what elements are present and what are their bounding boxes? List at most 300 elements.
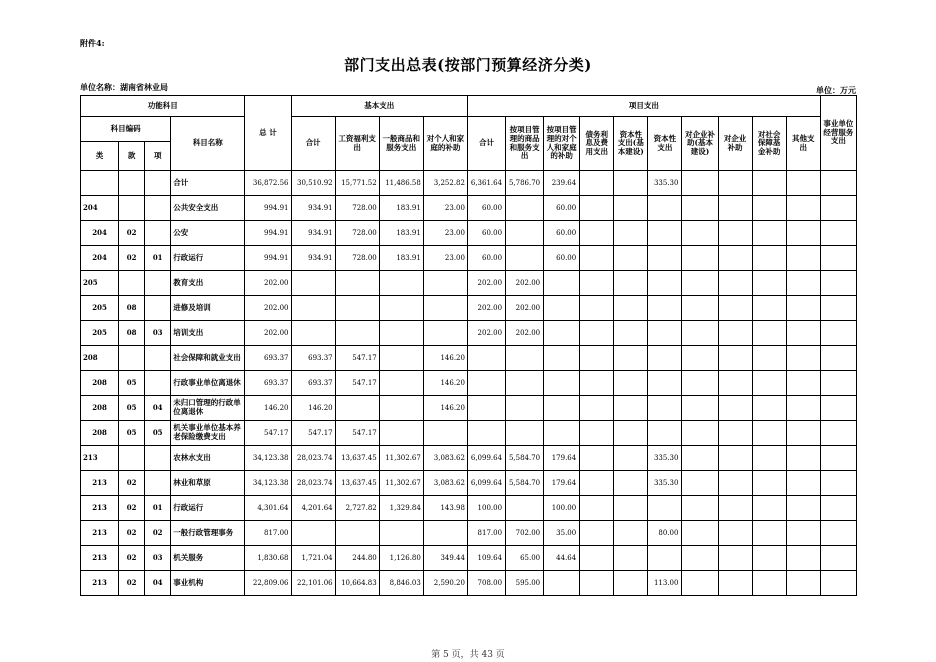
table-row — [81, 521, 857, 546]
cell-subject-name: 机关服务 — [171, 546, 245, 571]
cell-value — [718, 421, 752, 446]
cell-value: 60.00 — [467, 196, 505, 221]
cell-xiang: 05 — [145, 421, 171, 446]
cell-value — [752, 546, 786, 571]
cell-value: 179.64 — [544, 471, 580, 496]
header-xiang: 项 — [145, 142, 171, 171]
header-project-col: 债务利息及费用支出 — [580, 117, 614, 171]
cell-value — [786, 421, 820, 446]
cell-value — [786, 521, 820, 546]
cell-value: 693.37 — [245, 346, 291, 371]
cell-value: 202.00 — [506, 321, 544, 346]
cell-subject-name: 行政运行 — [171, 496, 245, 521]
cell-kuan: 02 — [119, 521, 145, 546]
cell-value — [752, 496, 786, 521]
cell-value — [379, 371, 423, 396]
cell-value — [614, 371, 648, 396]
cell-value — [752, 346, 786, 371]
cell-value: 4,301.64 — [245, 496, 291, 521]
cell-value — [335, 521, 379, 546]
header-enterprise: 事业单位经营服务支出 — [820, 96, 856, 171]
cell-kuan — [119, 271, 145, 296]
cell-kuan: 02 — [119, 246, 145, 271]
cell-kuan: 02 — [119, 571, 145, 596]
cell-lei: 213 — [81, 446, 119, 471]
cell-value — [648, 221, 682, 246]
cell-value — [614, 396, 648, 421]
cell-value — [580, 171, 614, 196]
cell-value: 28,023.74 — [291, 446, 335, 471]
cell-value — [379, 521, 423, 546]
cell-value: 202.00 — [245, 296, 291, 321]
cell-value: 934.91 — [291, 246, 335, 271]
attachment-label: 附件4: — [80, 38, 105, 48]
header-project: 项目支出 — [467, 96, 820, 117]
cell-value: 547.17 — [291, 421, 335, 446]
cell-kuan: 02 — [119, 546, 145, 571]
cell-value — [820, 221, 856, 246]
cell-value: 23.00 — [423, 196, 467, 221]
cell-value: 934.91 — [291, 196, 335, 221]
cell-subject-name: 机关事业单位基本养老保险缴费支出 — [171, 421, 245, 446]
cell-value: 728.00 — [335, 196, 379, 221]
cell-value — [718, 271, 752, 296]
cell-subject-name: 社会保障和就业支出 — [171, 346, 245, 371]
cell-value — [786, 471, 820, 496]
cell-value — [718, 521, 752, 546]
cell-value — [614, 271, 648, 296]
cell-subject-name: 行政事业单位离退休 — [171, 371, 245, 396]
cell-value: 728.00 — [335, 221, 379, 246]
cell-value: 6,099.64 — [467, 446, 505, 471]
cell-value — [752, 421, 786, 446]
cell-value — [379, 321, 423, 346]
unit-name: 单位名称：湖南省林业局 — [80, 82, 168, 92]
cell-value — [506, 496, 544, 521]
cell-value — [580, 296, 614, 321]
cell-value — [820, 496, 856, 521]
cell-value: 183.91 — [379, 196, 423, 221]
cell-xiang: 02 — [145, 521, 171, 546]
header-project-col: 资本性支出(基本建设) — [614, 117, 648, 171]
cell-value: 22,809.06 — [245, 571, 291, 596]
cell-xiang — [145, 296, 171, 321]
cell-value — [786, 346, 820, 371]
header-kuan: 款 — [119, 142, 145, 171]
cell-value — [544, 396, 580, 421]
cell-value: 13,637.45 — [335, 446, 379, 471]
cell-value: 1,830.68 — [245, 546, 291, 571]
cell-value — [467, 346, 505, 371]
cell-subject-name: 培训支出 — [171, 321, 245, 346]
cell-value — [682, 221, 718, 246]
table-row — [81, 446, 857, 471]
cell-value — [718, 496, 752, 521]
cell-value — [820, 346, 856, 371]
cell-value: 60.00 — [467, 221, 505, 246]
cell-value — [718, 371, 752, 396]
cell-value — [682, 471, 718, 496]
cell-value — [614, 296, 648, 321]
cell-subject-name: 教育支出 — [171, 271, 245, 296]
cell-value — [544, 296, 580, 321]
cell-value — [648, 296, 682, 321]
header-project-col: 对企业补助 — [718, 117, 752, 171]
cell-value: 693.37 — [245, 371, 291, 396]
cell-value — [718, 296, 752, 321]
cell-value: 65.00 — [506, 546, 544, 571]
cell-value — [335, 396, 379, 421]
cell-value: 30,510.92 — [291, 171, 335, 196]
cell-value: 2,727.82 — [335, 496, 379, 521]
cell-value — [682, 371, 718, 396]
cell-value — [335, 321, 379, 346]
cell-subject-name: 公共安全支出 — [171, 196, 245, 221]
header-func-subject: 功能科目 — [81, 96, 245, 117]
cell-value — [820, 271, 856, 296]
cell-value — [648, 496, 682, 521]
cell-value — [614, 421, 648, 446]
cell-value — [786, 371, 820, 396]
cell-value — [718, 346, 752, 371]
cell-value — [506, 396, 544, 421]
header-basic-col: 对个人和家庭的补助 — [423, 117, 467, 171]
cell-value — [752, 446, 786, 471]
cell-subject-name: 林业和草原 — [171, 471, 245, 496]
table-row — [81, 271, 857, 296]
cell-value: 6,099.64 — [467, 471, 505, 496]
cell-value — [820, 446, 856, 471]
cell-xiang — [145, 221, 171, 246]
cell-value: 109.64 — [467, 546, 505, 571]
cell-value: 60.00 — [544, 246, 580, 271]
cell-value: 183.91 — [379, 221, 423, 246]
cell-value — [544, 321, 580, 346]
cell-value: 547.17 — [335, 346, 379, 371]
cell-value: 693.37 — [291, 371, 335, 396]
header-basic-col: 一般商品和服务支出 — [379, 117, 423, 171]
cell-value — [786, 171, 820, 196]
cell-value: 34,123.38 — [245, 471, 291, 496]
cell-value — [682, 571, 718, 596]
cell-value — [682, 446, 718, 471]
cell-value: 708.00 — [467, 571, 505, 596]
cell-value: 3,252.82 — [423, 171, 467, 196]
cell-value — [580, 496, 614, 521]
cell-value — [752, 471, 786, 496]
cell-value: 22,101.06 — [291, 571, 335, 596]
header-basic-col: 工资福利支出 — [335, 117, 379, 171]
cell-xiang — [145, 471, 171, 496]
cell-value — [718, 196, 752, 221]
cell-value — [580, 196, 614, 221]
cell-lei — [81, 171, 119, 196]
cell-value: 146.20 — [423, 371, 467, 396]
cell-value: 202.00 — [506, 271, 544, 296]
cell-value — [379, 296, 423, 321]
cell-value — [335, 271, 379, 296]
cell-value — [580, 521, 614, 546]
cell-value: 202.00 — [467, 321, 505, 346]
cell-value — [467, 371, 505, 396]
cell-subject-name: 一般行政管理事务 — [171, 521, 245, 546]
cell-value — [682, 271, 718, 296]
cell-value — [820, 571, 856, 596]
cell-value — [718, 546, 752, 571]
cell-value — [718, 221, 752, 246]
cell-value — [467, 396, 505, 421]
cell-kuan: 05 — [119, 396, 145, 421]
cell-value — [614, 471, 648, 496]
header-project-col: 资本性支出 — [648, 117, 682, 171]
cell-value — [682, 496, 718, 521]
cell-value — [718, 171, 752, 196]
cell-xiang — [145, 196, 171, 221]
cell-value — [752, 396, 786, 421]
cell-value — [580, 446, 614, 471]
cell-value: 10,664.83 — [335, 571, 379, 596]
cell-value — [820, 196, 856, 221]
cell-lei: 213 — [81, 546, 119, 571]
cell-value: 4,201.64 — [291, 496, 335, 521]
cell-value: 202.00 — [506, 296, 544, 321]
cell-value — [580, 546, 614, 571]
cell-value: 23.00 — [423, 246, 467, 271]
cell-value: 100.00 — [467, 496, 505, 521]
cell-xiang: 03 — [145, 546, 171, 571]
cell-value: 1,721.04 — [291, 546, 335, 571]
cell-kuan — [119, 196, 145, 221]
cell-xiang: 03 — [145, 321, 171, 346]
cell-value — [580, 396, 614, 421]
cell-value — [544, 346, 580, 371]
cell-value: 202.00 — [245, 321, 291, 346]
cell-value — [682, 521, 718, 546]
cell-value — [423, 296, 467, 321]
cell-value: 994.91 — [245, 246, 291, 271]
cell-value — [718, 246, 752, 271]
cell-value: 36,872.56 — [245, 171, 291, 196]
table-row — [81, 346, 857, 371]
cell-value: 934.91 — [291, 221, 335, 246]
cell-value — [648, 371, 682, 396]
cell-value — [718, 571, 752, 596]
header-lei: 类 — [81, 142, 119, 171]
cell-value — [544, 271, 580, 296]
cell-value: 183.91 — [379, 246, 423, 271]
cell-kuan: 08 — [119, 321, 145, 346]
cell-value — [506, 196, 544, 221]
cell-value — [648, 421, 682, 446]
cell-value: 143.98 — [423, 496, 467, 521]
cell-lei: 205 — [81, 321, 119, 346]
cell-value — [786, 321, 820, 346]
cell-value: 239.64 — [544, 171, 580, 196]
cell-value — [614, 446, 648, 471]
cell-value — [820, 321, 856, 346]
cell-value: 5,584.70 — [506, 446, 544, 471]
cell-value — [820, 246, 856, 271]
cell-value: 146.20 — [423, 396, 467, 421]
cell-value: 11,302.67 — [379, 471, 423, 496]
cell-xiang: 01 — [145, 246, 171, 271]
cell-lei: 208 — [81, 346, 119, 371]
cell-value — [423, 271, 467, 296]
cell-value: 728.00 — [335, 246, 379, 271]
cell-value — [544, 371, 580, 396]
cell-value — [379, 346, 423, 371]
cell-value: 8,846.03 — [379, 571, 423, 596]
header-basic: 基本支出 — [291, 96, 467, 117]
cell-value — [682, 321, 718, 346]
cell-xiang — [145, 371, 171, 396]
cell-value — [718, 396, 752, 421]
table-row — [81, 321, 857, 346]
cell-value: 202.00 — [467, 271, 505, 296]
expenditure-table — [80, 95, 857, 596]
cell-value — [786, 296, 820, 321]
table-row — [81, 546, 857, 571]
cell-value: 693.37 — [291, 346, 335, 371]
cell-value — [614, 571, 648, 596]
cell-value — [423, 321, 467, 346]
cell-xiang: 01 — [145, 496, 171, 521]
cell-lei: 205 — [81, 296, 119, 321]
cell-value — [682, 171, 718, 196]
cell-value — [752, 196, 786, 221]
cell-value — [786, 246, 820, 271]
table-row — [81, 221, 857, 246]
cell-value — [506, 371, 544, 396]
cell-value — [786, 196, 820, 221]
table-row — [81, 171, 857, 196]
cell-value: 817.00 — [467, 521, 505, 546]
cell-lei: 213 — [81, 521, 119, 546]
table-row — [81, 396, 857, 421]
cell-value: 23.00 — [423, 221, 467, 246]
cell-value: 595.00 — [506, 571, 544, 596]
cell-value — [648, 196, 682, 221]
cell-value — [379, 396, 423, 421]
cell-kuan: 08 — [119, 296, 145, 321]
cell-value — [752, 321, 786, 346]
header-project-col: 按项目管理的对个人和家庭的补助 — [544, 117, 580, 171]
header-project-col: 合计 — [467, 117, 505, 171]
cell-value: 15,771.52 — [335, 171, 379, 196]
cell-value — [752, 296, 786, 321]
cell-subject-name: 合计 — [171, 171, 245, 196]
cell-value — [335, 296, 379, 321]
cell-value: 113.00 — [648, 571, 682, 596]
cell-subject-name: 事业机构 — [171, 571, 245, 596]
cell-value: 335.30 — [648, 471, 682, 496]
cell-kuan — [119, 446, 145, 471]
cell-kuan: 02 — [119, 471, 145, 496]
header-project-col: 对社会保障基金补助 — [752, 117, 786, 171]
cell-xiang — [145, 271, 171, 296]
cell-value — [467, 421, 505, 446]
cell-subject-name: 进修及培训 — [171, 296, 245, 321]
cell-value: 1,126.80 — [379, 546, 423, 571]
cell-value — [648, 546, 682, 571]
cell-value: 35.00 — [544, 521, 580, 546]
cell-value: 11,302.67 — [379, 446, 423, 471]
cell-value — [718, 446, 752, 471]
cell-value — [506, 421, 544, 446]
cell-value: 335.30 — [648, 171, 682, 196]
cell-value — [580, 321, 614, 346]
cell-value: 349.44 — [423, 546, 467, 571]
cell-lei: 213 — [81, 571, 119, 596]
cell-value: 5,584.70 — [506, 471, 544, 496]
cell-value — [580, 346, 614, 371]
header-project-col: 其他支出 — [786, 117, 820, 171]
page-footer: 第 5 页，共 43 页 — [431, 650, 505, 660]
cell-value — [614, 346, 648, 371]
cell-value — [291, 296, 335, 321]
cell-value: 202.00 — [467, 296, 505, 321]
cell-subject-name: 公安 — [171, 221, 245, 246]
cell-value — [379, 271, 423, 296]
cell-value — [614, 496, 648, 521]
cell-value — [614, 196, 648, 221]
cell-lei: 213 — [81, 496, 119, 521]
cell-value — [648, 396, 682, 421]
cell-value: 994.91 — [245, 221, 291, 246]
unit-label: 单位：万元 — [816, 85, 856, 95]
cell-value — [580, 471, 614, 496]
cell-subject-name: 未归口管理的行政单位离退休 — [171, 396, 245, 421]
cell-value: 60.00 — [544, 196, 580, 221]
cell-value — [752, 521, 786, 546]
cell-value — [752, 271, 786, 296]
cell-value: 1,329.84 — [379, 496, 423, 521]
cell-value: 335.30 — [648, 446, 682, 471]
cell-value: 547.17 — [335, 421, 379, 446]
cell-value — [580, 271, 614, 296]
cell-value — [682, 346, 718, 371]
cell-value: 44.64 — [544, 546, 580, 571]
cell-value — [820, 371, 856, 396]
header-subject-name: 科目名称 — [171, 117, 245, 171]
cell-lei: 204 — [81, 196, 119, 221]
table-row — [81, 296, 857, 321]
cell-value — [580, 221, 614, 246]
table-row — [81, 371, 857, 396]
cell-lei: 208 — [81, 396, 119, 421]
cell-value — [682, 421, 718, 446]
cell-value — [752, 221, 786, 246]
cell-value — [786, 396, 820, 421]
cell-value — [506, 246, 544, 271]
cell-value — [752, 246, 786, 271]
cell-kuan: 02 — [119, 496, 145, 521]
cell-value — [580, 421, 614, 446]
table-row — [81, 196, 857, 221]
cell-value — [682, 296, 718, 321]
cell-lei: 208 — [81, 421, 119, 446]
cell-value: 60.00 — [544, 221, 580, 246]
cell-value — [614, 521, 648, 546]
cell-value — [544, 571, 580, 596]
header-subject-code: 科目编码 — [81, 117, 171, 142]
cell-value: 817.00 — [245, 521, 291, 546]
cell-value: 3,083.62 — [423, 446, 467, 471]
cell-value — [506, 221, 544, 246]
cell-value — [506, 346, 544, 371]
cell-lei: 208 — [81, 371, 119, 396]
cell-value — [786, 271, 820, 296]
